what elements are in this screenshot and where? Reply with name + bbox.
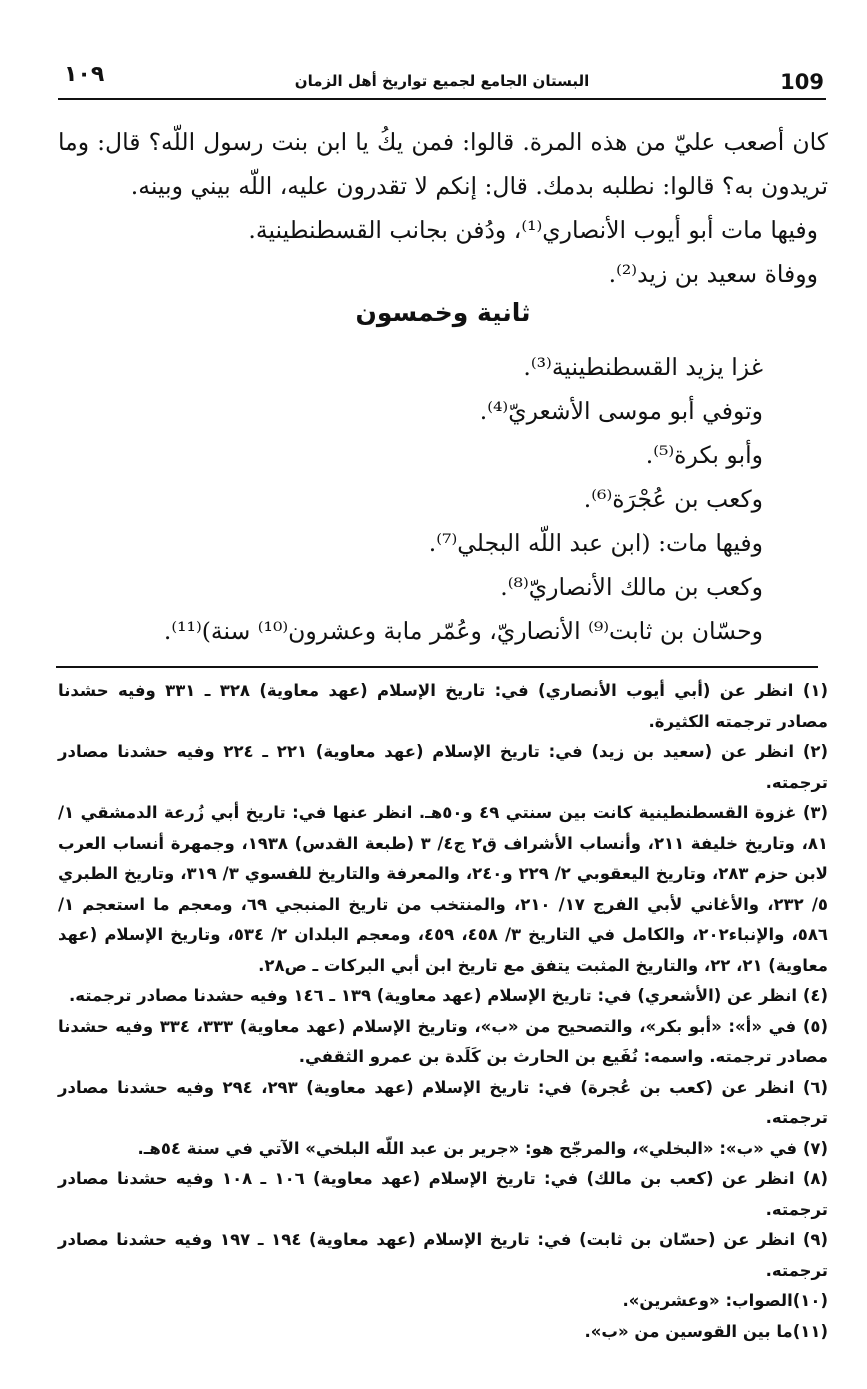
footnote-separator — [56, 666, 818, 668]
page-number: 109 — [780, 70, 824, 94]
footnote: (٧) في «ب»: «البخلي»، والمرجّح هو: «جرير بن عبد اللّه البلخي» الآتي في سنة ٥٤هـ. — [137, 1138, 828, 1158]
footnote: (١) انظر عن (أبي أيوب الأنصاري) في: تاريخ الإسلام (عهد معاوية) ٣٢٨ ـ ٣٣١ وفيه حشدنا مصادر ترجمته الكثيرة. — [58, 681, 828, 731]
footnotes — [58, 676, 828, 1347]
year-entry: وكعب بن مالك الأنصاريّ⁽⁸⁾. — [500, 573, 763, 601]
footnote: (٥) في «أ»: «أبو بكر»، والتصحيح من «ب»، وتاريخ الإسلام (عهد معاوية) ٣٣٣، ٣٣٤ وفيه حشدنا مصادر ترجمته. واسمه: نُفَيع بن الحارث بن كَلَدة بن عمرو الثقفي. — [58, 1016, 828, 1066]
footnote: (٤) انظر عن (الأشعري) في: تاريخ الإسلام (عهد معاوية) ١٣٩ ـ ١٤٦ وفيه حشدنا مصادر ترجمته. — [69, 986, 828, 1005]
footnote: (١١)ما بين القوسين من «ب». — [584, 1321, 828, 1341]
footnote: (٢) انظر عن (سعيد بن زيد) في: تاريخ الإسلام (عهد معاوية) ٢٢١ ـ ٢٢٤ وفيه حشدنا مصادر ترجمته. — [58, 742, 828, 792]
year-entry: وحسّان بن ثابت⁽⁹⁾ الأنصاريّ، وعُمّر مابة وعشرون⁽¹⁰⁾ سنة)⁽¹¹⁾. — [163, 617, 763, 645]
year-entry: وفيها مات: (ابن عبد اللّه البجلي⁽⁷⁾. — [428, 529, 763, 557]
year-entry: غزا يزيد القسطنطينية⁽³⁾. — [523, 353, 763, 381]
main-text — [58, 120, 828, 296]
running-title: البستان الجامع لجميع تواريخ أهل الزمان — [294, 72, 590, 90]
footnote: (٩) انظر عن (حسّان بن ثابت) في: تاريخ الإسلام (عهد معاوية) ١٩٤ ـ ١٩٧ وفيه حشدنا مصادر ترجمته. — [58, 1230, 828, 1280]
footnote: (٣) غزوة القسطنطينية كانت بين سنتي ٤٩ و٥٠هـ. انظر عنها في: تاريخ أبي زُرعة الدمشقي ١/ ٨١، وتاريخ خليفة ٢١١، وأنساب الأشراف ق٢ ج٤/ ٣ (طبعة القدس) ١٩٣٨، وجمهرة أنساب العرب لابن حزم ٢٨٣، وتاريخ اليعقوبي ٢/ ٢٢٩ و٢٤٠، والمعرفة والتاريخ للفسوي ٣/ ٣١٩، وتاريخ الطبري ٥/ ٢٣٢، والأغاني لأبي الفرج ١٧/ ٢١٠، والمنتخب من تاريخ المنبجي ٦٩، ومعجم ما استعجم ١/ ٥٨٦، والإنباء٢٠٢، والكامل في التاريخ ٣/ ٤٥٨، ٤٥٩، ومعجم البلدان ٢/ ٥٣٤، وتاريخ الإسلام (عهد معاوية) ٢١، ٢٢، والتاريخ المثبت يتفق مع تاريخ ابن أبي البركات ـ ص٢٨. — [58, 803, 828, 975]
page-number-arabic: ١٠٩ — [64, 62, 105, 87]
footnote: (١٠)الصواب: «وعشرين». — [622, 1291, 828, 1310]
year-entry: وأبو بكرة⁽⁵⁾. — [645, 441, 763, 469]
paragraph: وفيها مات أبو أيوب الأنصاري⁽¹⁾، ودُفن بجانب القسطنطينية. — [248, 216, 818, 244]
paragraph: ووفاة سعيد بن زيد⁽²⁾. — [608, 260, 818, 288]
page-header — [58, 62, 826, 100]
year-entry: وكعب بن عُجْرَة⁽⁶⁾. — [583, 485, 763, 513]
year-entries — [58, 345, 763, 653]
paragraph: كان أصعب عليّ من هذه المرة. قالوا: فمن يكُ يا ابن بنت رسول اللّه؟ قال: وما تريدون به؟ قالوا: نطلبه بدمك. قال: إنكم لا تقدرون عليه، اللّه بيني وبينه. — [58, 128, 828, 200]
footnote: (٦) انظر عن (كعب بن عُجرة) في: تاريخ الإسلام (عهد معاوية) ٢٩٣، ٢٩٤ وفيه حشدنا مصادر ترجمته. — [58, 1077, 829, 1127]
year-entry: وتوفي أبو موسى الأشعريّ⁽⁴⁾. — [479, 397, 763, 425]
section-heading: ثانية وخمسون — [355, 298, 531, 327]
footnote: (٨) انظر عن (كعب بن مالك) في: تاريخ الإسلام (عهد معاوية) ١٠٦ ـ ١٠٨ وفيه حشدنا مصادر ترجمته. — [58, 1169, 828, 1219]
